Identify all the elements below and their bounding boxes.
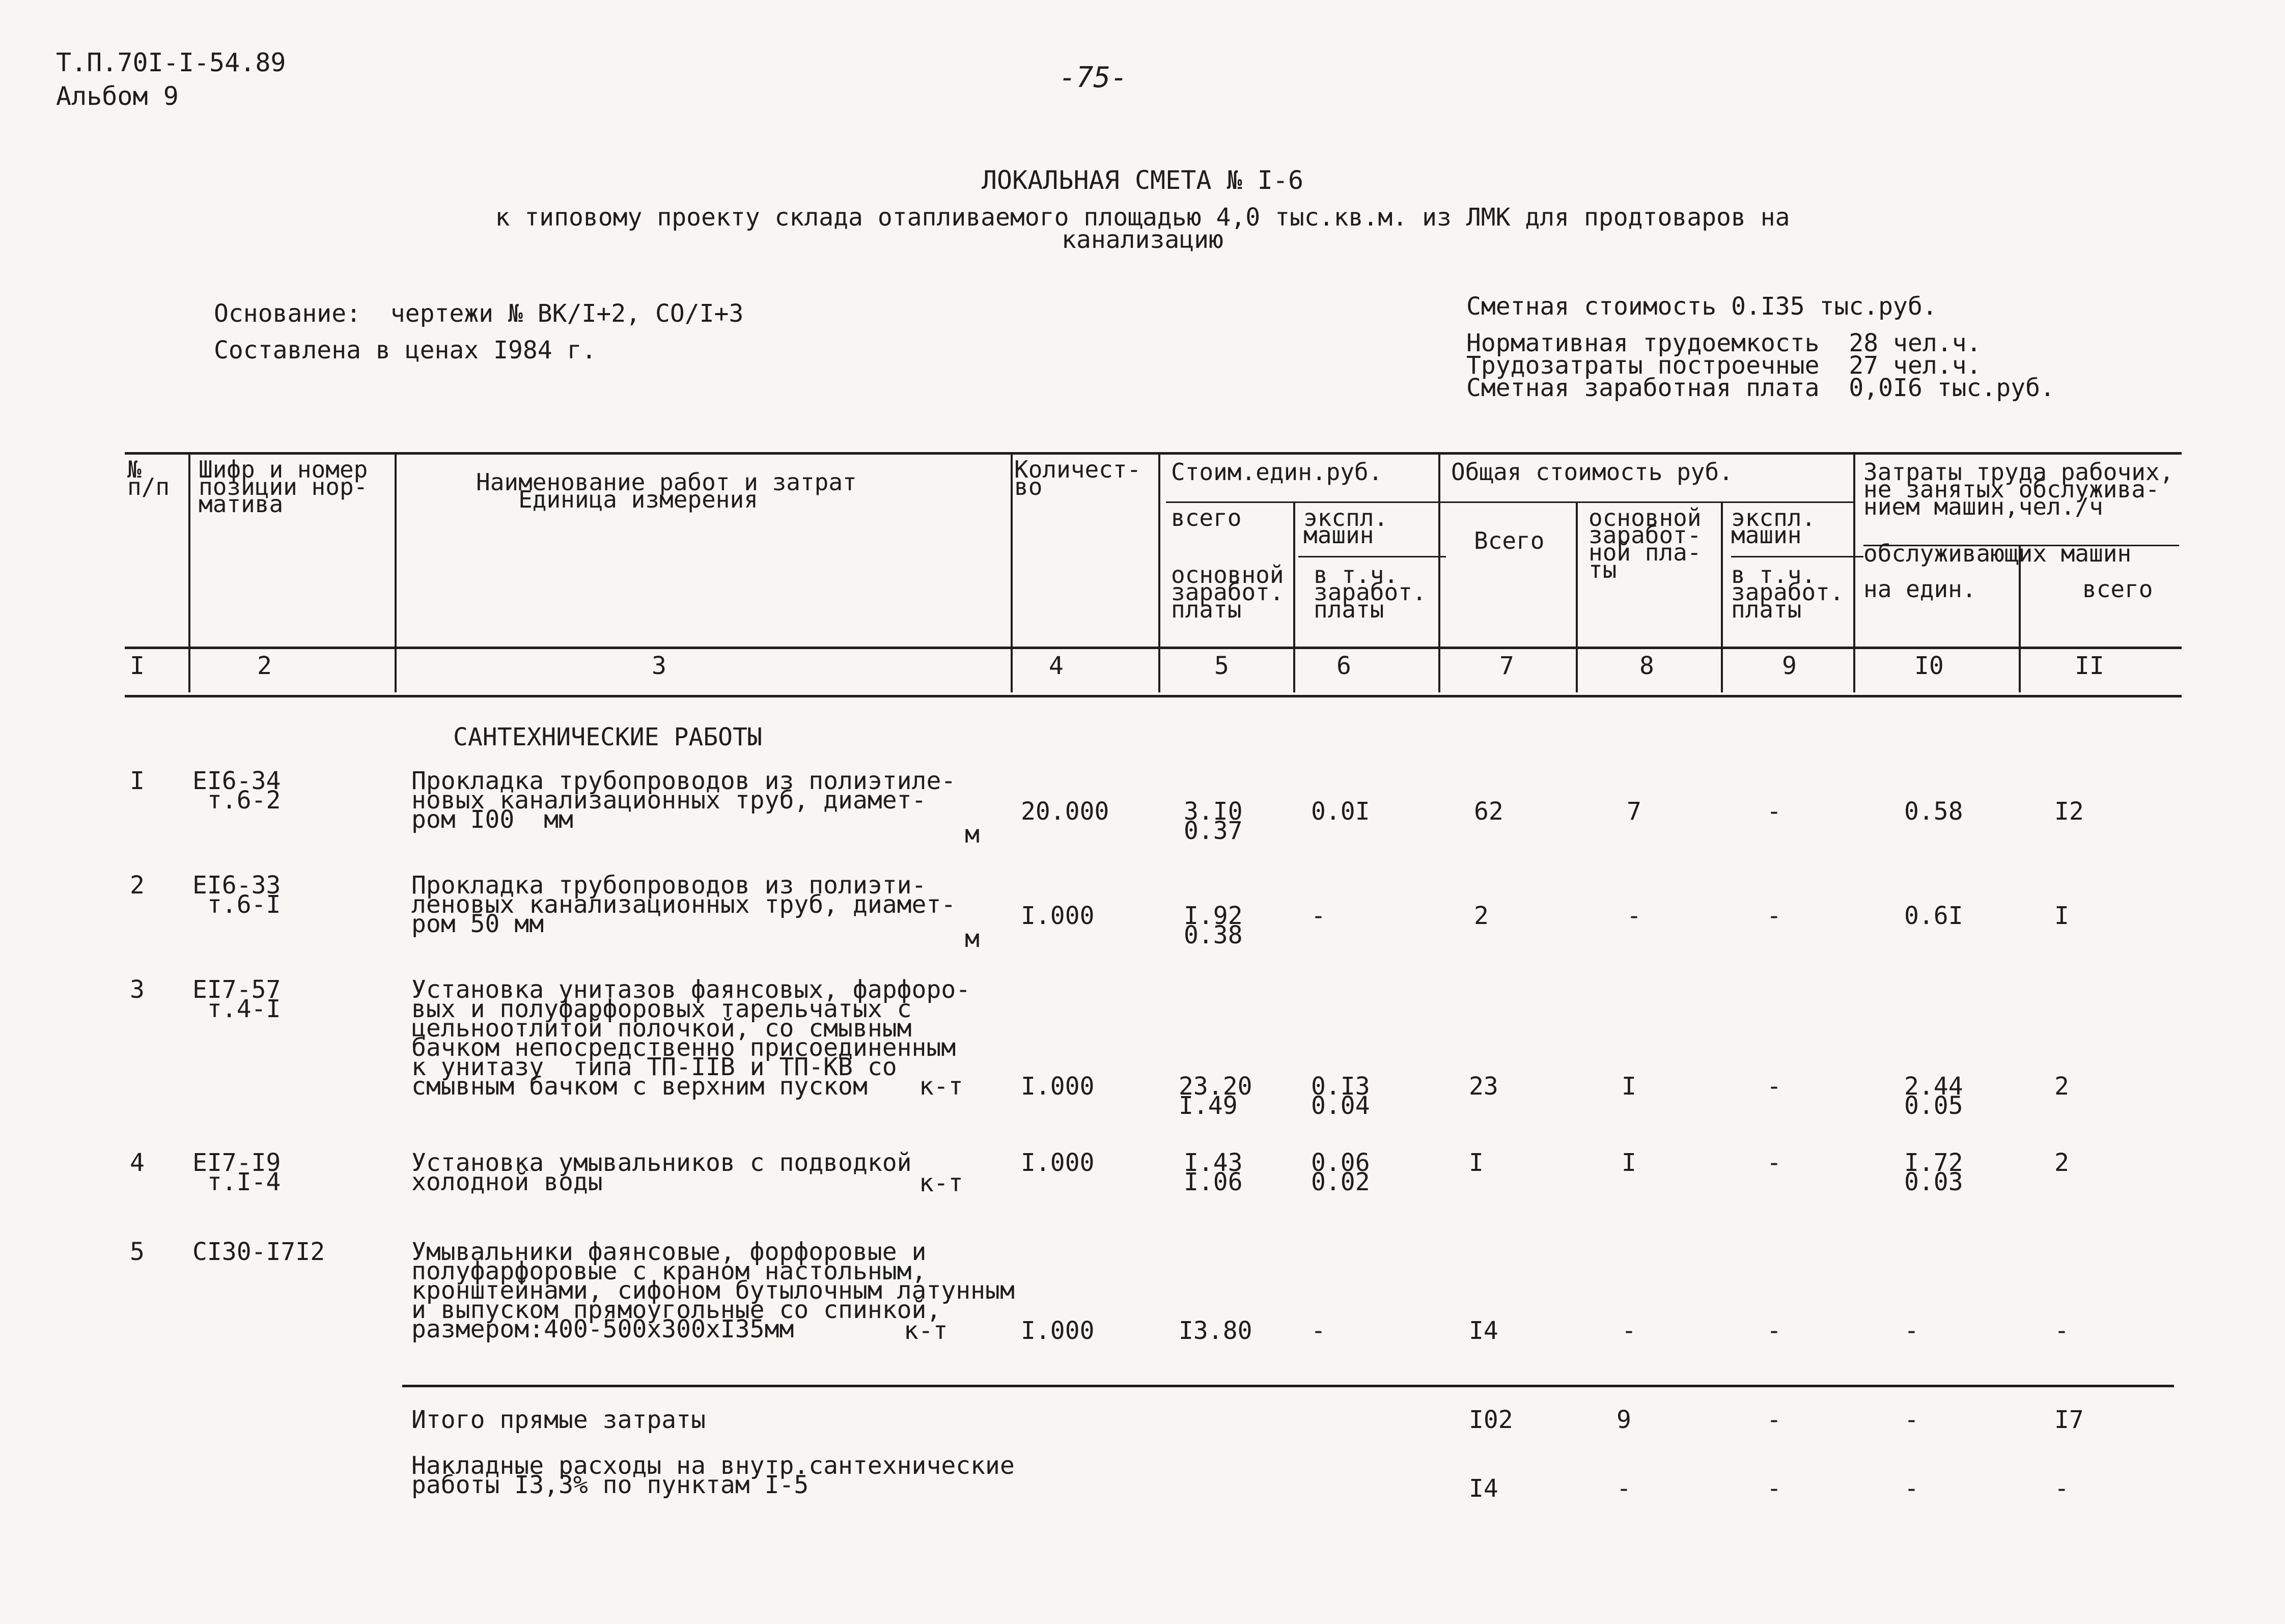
estimate-summary — [1466, 292, 2055, 402]
col-number-9: 9 — [1782, 652, 1797, 680]
header-expl-rule — [1298, 556, 1446, 557]
th-overall-expl: экспл. машин — [1731, 504, 1816, 549]
col-number-6: 6 — [1336, 652, 1351, 680]
total-direct-c11: I7 — [2054, 1406, 2084, 1434]
total-direct-c9: - — [1767, 1406, 1781, 1434]
header-expl2-rule — [1731, 556, 1863, 557]
labor-norm: Нормативная трудоемкость 28 чел.ч. — [1466, 329, 1982, 357]
row5-qty: I.000 — [1021, 1317, 1095, 1345]
th-unit-expl-salary: в т.ч. заработ. платы — [1314, 561, 1427, 623]
row4-code: ЕI7-I9 т.I-4 — [192, 1149, 281, 1196]
page-number: -75- — [1059, 61, 1128, 94]
document-subtitle — [0, 203, 2285, 254]
row1-code: ЕI6-34 т.6-2 — [192, 767, 281, 815]
overhead-c8: - — [1617, 1474, 1631, 1503]
header-sub-rule — [1166, 501, 1853, 503]
row4-c11: 2 — [2054, 1149, 2069, 1177]
row4-c9: - — [1767, 1149, 1781, 1177]
row2-c10: 0.6I — [1904, 902, 1963, 930]
row4-c8: I — [1622, 1149, 1636, 1177]
th-unit-cost: Стоим.един.руб. — [1171, 458, 1383, 486]
row5-name: Умывальники фаянсовые, форфоровые и полуфарфоровые с краном настольным, кронштейнами, сифоном бутылочным латунным и выпуском прямоугольные со спинкой, размером:400-500х300хI35мм — [411, 1238, 1015, 1343]
th-code: Шифр и номер позиции нор- матива — [199, 456, 368, 518]
row3-c9: - — [1767, 1072, 1781, 1101]
row5-c7: I4 — [1469, 1317, 1498, 1345]
row5-num: 5 — [130, 1238, 145, 1266]
total-direct-c10: - — [1904, 1406, 1919, 1434]
row3-c11: 2 — [2054, 1072, 2069, 1101]
row4-qty: I.000 — [1021, 1149, 1095, 1177]
labor-build: Трудозатраты построечные 27 чел.ч. — [1466, 351, 1982, 380]
th-labor-per-unit: на един. — [1863, 575, 1976, 603]
estimated-cost: Сметная стоимость 0.I35 тыс.руб. — [1466, 292, 1937, 321]
estimate-basis — [214, 295, 743, 369]
col-sep-1 — [188, 453, 190, 692]
th-overall-main-salary: основной заработ- ной пла- ты — [1589, 504, 1702, 583]
row5-code: СI30-I7I2 — [192, 1238, 325, 1266]
col-sep-3 — [1011, 453, 1013, 692]
th-overall-expl-salary: в т.ч. заработ. платы — [1731, 561, 1844, 623]
row3-c5: 23.20 I.49 — [1179, 1072, 1252, 1120]
row2-c7: 2 — [1474, 902, 1489, 930]
row3-c6: 0.I3 0.04 — [1311, 1072, 1370, 1120]
basis-text: Основание: чертежи № ВК/I+2, СО/I+3 — [214, 299, 744, 328]
salary-estimate: Сметная заработная плата 0,0I6 тыс.руб. — [1466, 374, 2055, 402]
th-num: № п/п — [127, 456, 170, 500]
overhead-c10: - — [1904, 1474, 1919, 1503]
row3-c8: I — [1622, 1072, 1636, 1101]
th-labor: Затраты труда рабочих, не занятых обслужива- нием машин,чел./ч — [1863, 458, 2174, 520]
col-number-1: I — [130, 652, 145, 680]
row1-c5: 3.I0 0.37 — [1184, 797, 1243, 845]
row5-c6: - — [1311, 1317, 1326, 1345]
th-unit-main-salary: основной заработ. платы — [1171, 561, 1284, 623]
row3-c7: 23 — [1469, 1072, 1498, 1101]
subtitle-line-1: к типовому проекту склада отапливаемого площадью 4,0 тыс.кв.м. из ЛМК для продтоваров на — [495, 203, 1790, 232]
row1-c8: 7 — [1627, 797, 1641, 826]
col-number-3: 3 — [652, 652, 666, 680]
overhead-c9: - — [1767, 1474, 1781, 1503]
subtitle-line-2: канализацию — [1062, 226, 1223, 254]
row5-c10: - — [1904, 1317, 1919, 1345]
row2-unit: м — [965, 925, 980, 953]
col-sep-6 — [1438, 453, 1440, 692]
overhead-label: Накладные расходы на внутр.сантехнические работы I3,3% по пунктам I-5 — [411, 1451, 1015, 1499]
col-number-8: 8 — [1639, 652, 1654, 680]
header-bottom-rule — [125, 647, 2182, 649]
row4-num: 4 — [130, 1149, 145, 1177]
row5-c9: - — [1767, 1317, 1781, 1345]
row4-name: Установка умывальников с подводкой холодной воды — [411, 1149, 912, 1196]
row2-num: 2 — [130, 871, 145, 900]
row5-unit: к-т — [904, 1317, 948, 1345]
row1-c9: - — [1767, 797, 1781, 826]
th-name: Наименование работ и затрат Единица измерения — [476, 468, 857, 513]
row3-c10: 2.44 0.05 — [1904, 1072, 1963, 1120]
col-sep-7 — [1576, 501, 1578, 692]
row3-qty: I.000 — [1021, 1072, 1095, 1101]
th-qty: Количест- во — [1014, 456, 1141, 500]
row3-code: ЕI7-57 т.4-I — [192, 975, 281, 1023]
column-number-rule — [125, 695, 2182, 697]
row4-c5: I.43 I.06 — [1184, 1149, 1243, 1196]
row2-c9: - — [1767, 902, 1781, 930]
row1-c11: I2 — [2054, 797, 2084, 826]
col-number-4: 4 — [1049, 652, 1064, 680]
row2-name: Прокладка трубопроводов из полиэти- леновых канализационных труб, диамет- ром 50 мм — [411, 871, 956, 938]
row2-qty: I.000 — [1021, 902, 1095, 930]
row1-num: I — [130, 767, 145, 795]
th-overall-cost: Общая стоимость руб. — [1451, 458, 1733, 486]
col-sep-8 — [1721, 501, 1723, 692]
row4-c10: I.72 0.03 — [1904, 1149, 1963, 1196]
row1-c7: 62 — [1474, 797, 1503, 826]
row1-unit: м — [965, 820, 980, 849]
row5-c8: - — [1622, 1317, 1636, 1345]
table-top-rule — [125, 452, 2182, 455]
project-code: Т.П.70I-I-54.89 — [56, 48, 286, 77]
row2-c6: - — [1311, 902, 1326, 930]
col-sep-2 — [395, 453, 397, 692]
totals-rule — [402, 1385, 2174, 1387]
row5-c11: - — [2054, 1317, 2069, 1345]
col-sep-5 — [1293, 501, 1295, 692]
total-direct-c7: I02 — [1469, 1406, 1513, 1434]
row3-num: 3 — [130, 975, 145, 1004]
price-level-text: Составлена в ценах I984 г. — [214, 336, 597, 365]
th-overall-total: Всего — [1474, 527, 1545, 554]
row1-c6: 0.0I — [1311, 797, 1370, 826]
row2-c11: I — [2054, 902, 2069, 930]
row2-code: ЕI6-33 т.6-I — [192, 871, 281, 919]
section-title: САНТЕХНИЧЕСКИЕ РАБОТЫ — [453, 723, 762, 751]
col-sep-10 — [2019, 546, 2021, 692]
row2-c5: I.92 0.38 — [1184, 902, 1243, 949]
row3-name: Установка унитазов фаянсовых, фарфоро- вых и полуфарфоровых тарельчатых с цельноотлитой полочкой, со смывным бачком непосредственно присоединенным к унитазу типа ТП-IIВ и ТП-КВ со смывным бачком с верхним пуском — [411, 975, 971, 1101]
th-labor-all: всего — [2082, 575, 2153, 603]
row4-unit: к-т — [919, 1169, 963, 1197]
col-number-7: 7 — [1499, 652, 1514, 680]
total-direct-c8: 9 — [1617, 1406, 1631, 1434]
album-label: Альбом 9 — [56, 81, 179, 111]
row4-c7: I — [1469, 1149, 1484, 1177]
row3-unit: к-т — [919, 1072, 963, 1101]
row1-qty: 20.000 — [1021, 797, 1109, 826]
row5-c5: I3.80 — [1179, 1317, 1252, 1345]
col-number-11: II — [2075, 652, 2104, 680]
th-labor-servicing: обслуживающих машин — [1863, 540, 2132, 567]
col-number-5: 5 — [1214, 652, 1229, 680]
th-unit-expl: экспл. машин — [1303, 504, 1388, 549]
col-sep-4 — [1158, 453, 1160, 692]
col-number-10: I0 — [1914, 652, 1944, 680]
overhead-c7: I4 — [1469, 1474, 1498, 1503]
row1-name: Прокладка трубопроводов из полиэтиле- новых канализационных труб, диамет- ром I00 мм — [411, 767, 956, 834]
row1-c10: 0.58 — [1904, 797, 1963, 826]
col-number-2: 2 — [257, 652, 272, 680]
col-sep-9 — [1853, 453, 1855, 692]
total-direct-label: Итого прямые затраты — [411, 1406, 706, 1434]
overhead-c11: - — [2054, 1474, 2069, 1503]
row4-c6: 0.06 0.02 — [1311, 1149, 1370, 1196]
document-code — [56, 46, 286, 113]
th-unit-total: всего — [1171, 504, 1242, 531]
row2-c8: - — [1627, 902, 1641, 930]
document-title: ЛОКАЛЬНАЯ СМЕТА № I-6 — [981, 165, 1304, 195]
